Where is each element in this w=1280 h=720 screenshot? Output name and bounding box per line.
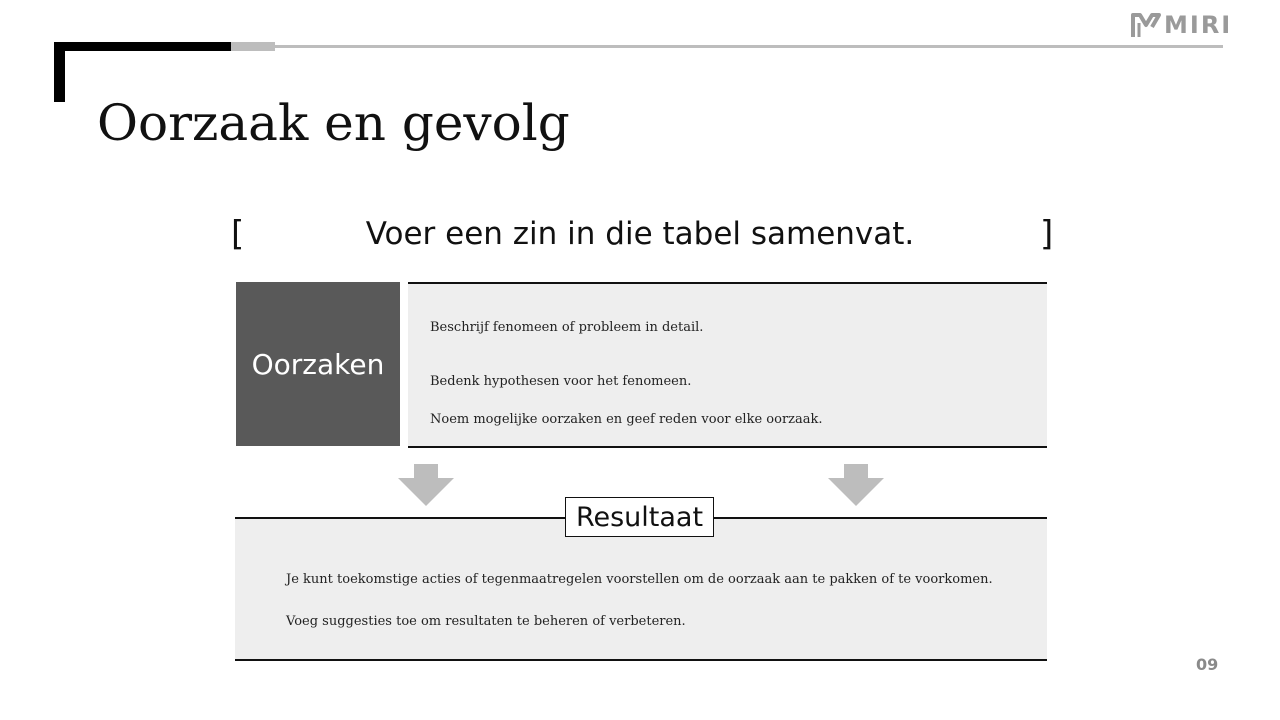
result-line: Je kunt toekomstige acties of tegenmaatregelen voorstellen om de oorzaak aan te pakken of te voorkomen.	[286, 572, 993, 587]
corner-bracket	[54, 51, 65, 102]
result-label: Resultaat	[575, 501, 704, 533]
causes-panel	[408, 282, 1047, 448]
instruction-text: Voer een zin in die tabel samenvat.	[365, 216, 915, 252]
bracket-close: ]	[1040, 214, 1054, 254]
header-rule	[275, 45, 1223, 48]
arrow-down-icon	[828, 464, 884, 506]
slide-title: Oorzaak en gevolg	[97, 94, 570, 152]
miri-logo-icon	[1130, 11, 1162, 39]
header-bar-black	[54, 42, 231, 51]
causes-label-box	[236, 282, 400, 446]
logo-text: MIRI	[1164, 11, 1233, 39]
cause-line: Noem mogelijke oorzaken en geef reden voor elke oorzaak.	[430, 412, 823, 427]
header-bar-gray	[231, 42, 275, 51]
causes-label: Oorzaken	[251, 347, 385, 381]
brand-logo	[1130, 10, 1232, 40]
page-number: 09	[1196, 655, 1219, 674]
result-label-box	[565, 497, 714, 537]
cause-line: Bedenk hypothesen voor het fenomeen.	[430, 374, 692, 389]
result-panel	[235, 517, 1047, 661]
bracket-open: [	[231, 214, 245, 254]
arrow-down-icon	[398, 464, 454, 506]
result-line: Voeg suggesties toe om resultaten te beheren of verbeteren.	[286, 614, 686, 629]
cause-line: Beschrijf fenomeen of probleem in detail.	[430, 320, 704, 335]
